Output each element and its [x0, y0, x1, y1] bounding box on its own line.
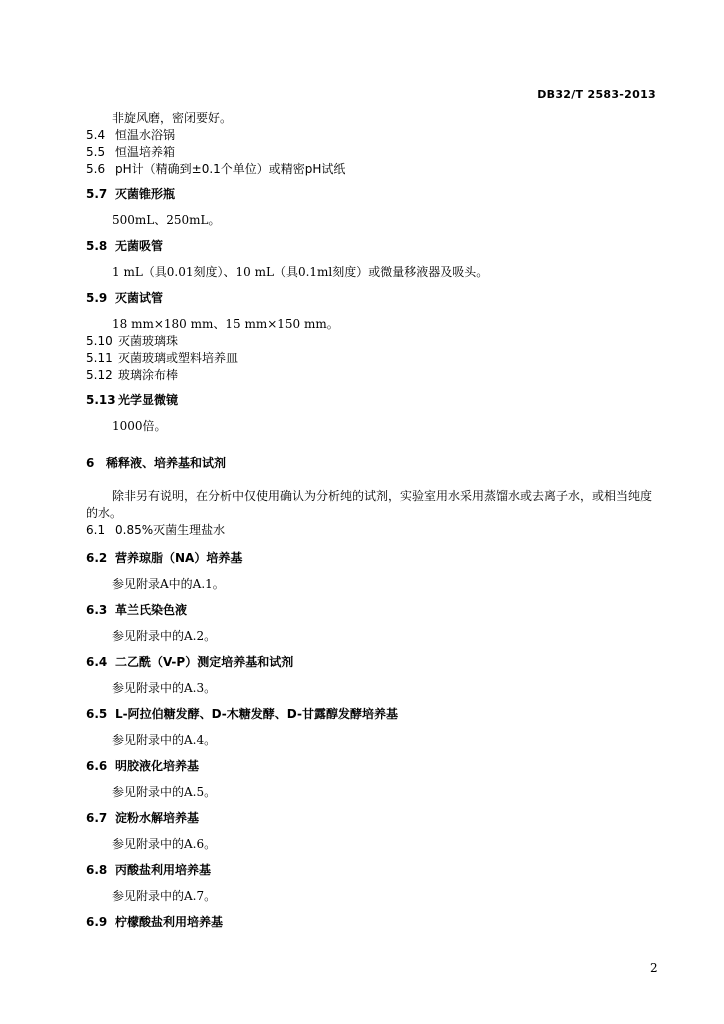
section-number: 5.8 — [86, 239, 108, 253]
section-6-7 — [86, 810, 199, 826]
section-5-8 — [86, 238, 163, 254]
section-title: pH计（精确到±0.1个单位）或精密pH试纸 — [115, 162, 346, 176]
section-6-1 — [86, 522, 225, 538]
section-6-3-body: 参见附录中的A.2。 — [112, 629, 217, 643]
section-title: 丙酸盐利用培养基 — [115, 863, 212, 877]
section-title: 柠檬酸盐利用培养基 — [115, 915, 224, 929]
section-6-2-body: 参见附录A中的A.1。 — [112, 577, 225, 591]
section-6-6 — [86, 758, 199, 774]
section-6-4 — [86, 654, 293, 670]
section-6-8-body: 参见附录中的A.7。 — [112, 889, 217, 903]
section-title: 恒温水浴锅 — [115, 128, 176, 142]
section-title: 恒温培养箱 — [115, 145, 176, 159]
continued-text: 非旋风磨，密闭要好。 — [112, 111, 233, 125]
section-number: 6.4 — [86, 655, 108, 669]
section-6-5 — [86, 706, 398, 722]
page-number: 2 — [650, 961, 658, 975]
section-5-6 — [86, 161, 345, 177]
section-title: 灭菌试管 — [115, 291, 164, 305]
section-6-2 — [86, 550, 242, 566]
section-number: 6.8 — [86, 863, 108, 877]
section-number: 5.10 — [86, 334, 113, 348]
chapter-6-paragraph: 除非另有说明，在分析中仅使用确认为分析纯的试剂，实验室用水采用蒸馏水或去离子水，或相当纯度的水。 — [86, 489, 653, 520]
section-6-4-body: 参见附录中的A.3。 — [112, 681, 217, 695]
section-number: 5.6 — [86, 162, 106, 176]
chapter-6-heading — [86, 455, 226, 471]
section-title: 淀粉水解培养基 — [115, 811, 200, 825]
section-5-13 — [86, 392, 178, 408]
section-title: 0.85%灭菌生理盐水 — [115, 523, 226, 537]
section-number: 5.5 — [86, 145, 106, 159]
section-6-6-body: 参见附录中的A.5。 — [112, 785, 217, 799]
section-number: 6.5 — [86, 707, 108, 721]
section-number: 6.1 — [86, 523, 106, 537]
section-5-10 — [86, 333, 178, 349]
section-5-5 — [86, 144, 175, 160]
section-title: 明胶液化培养基 — [115, 759, 200, 773]
section-title: 玻璃涂布棒 — [118, 368, 179, 382]
section-title: L-阿拉伯糖发酵、D-木糖发酵、D-甘露醇发酵培养基 — [115, 707, 398, 721]
section-5-8-body: 1 mL（具0.01刻度）、10 mL（具0.1ml刻度）或微量移液器及吸头。 — [112, 265, 489, 279]
section-5-12 — [86, 367, 178, 383]
section-title: 营养琼脂（NA）培养基 — [115, 551, 243, 565]
section-5-4 — [86, 127, 175, 143]
section-title: 无菌吸管 — [115, 239, 164, 253]
section-5-7-body: 500mL、250mL。 — [112, 213, 221, 227]
section-number: 5.12 — [86, 368, 113, 382]
section-title: 革兰氏染色液 — [115, 603, 188, 617]
section-number: 6.6 — [86, 759, 108, 773]
section-5-11 — [86, 350, 238, 366]
section-number: 5.9 — [86, 291, 108, 305]
section-6-9 — [86, 914, 223, 930]
section-title: 二乙酰（V-P）测定培养基和试剂 — [115, 655, 294, 669]
section-6-7-body: 参见附录中的A.6。 — [112, 837, 217, 851]
chapter-title: 稀释液、培养基和试剂 — [106, 456, 227, 470]
section-5-9-body: 18 mm×180 mm、15 mm×150 mm。 — [112, 317, 339, 331]
section-number: 6.3 — [86, 603, 108, 617]
chapter-number: 6 — [86, 456, 95, 470]
section-5-9 — [86, 290, 163, 306]
section-number: 6.2 — [86, 551, 108, 565]
section-6-5-body: 参见附录中的A.4。 — [112, 733, 217, 747]
section-5-13-body: 1000倍。 — [112, 419, 167, 433]
section-6-3 — [86, 602, 187, 618]
section-title: 光学显微镜 — [118, 393, 179, 407]
page-header: DB32/T 2583-2013 — [537, 88, 656, 101]
section-number: 6.7 — [86, 811, 108, 825]
section-number: 5.7 — [86, 187, 108, 201]
section-number: 5.11 — [86, 351, 113, 365]
section-title: 灭菌锥形瓶 — [115, 187, 176, 201]
section-number: 6.9 — [86, 915, 108, 929]
section-number: 5.4 — [86, 128, 106, 142]
section-title: 灭菌玻璃珠 — [118, 334, 179, 348]
section-5-7 — [86, 186, 175, 202]
section-6-8 — [86, 862, 211, 878]
section-number: 5.13 — [86, 393, 116, 407]
section-title: 灭菌玻璃或塑料培养皿 — [118, 351, 239, 365]
